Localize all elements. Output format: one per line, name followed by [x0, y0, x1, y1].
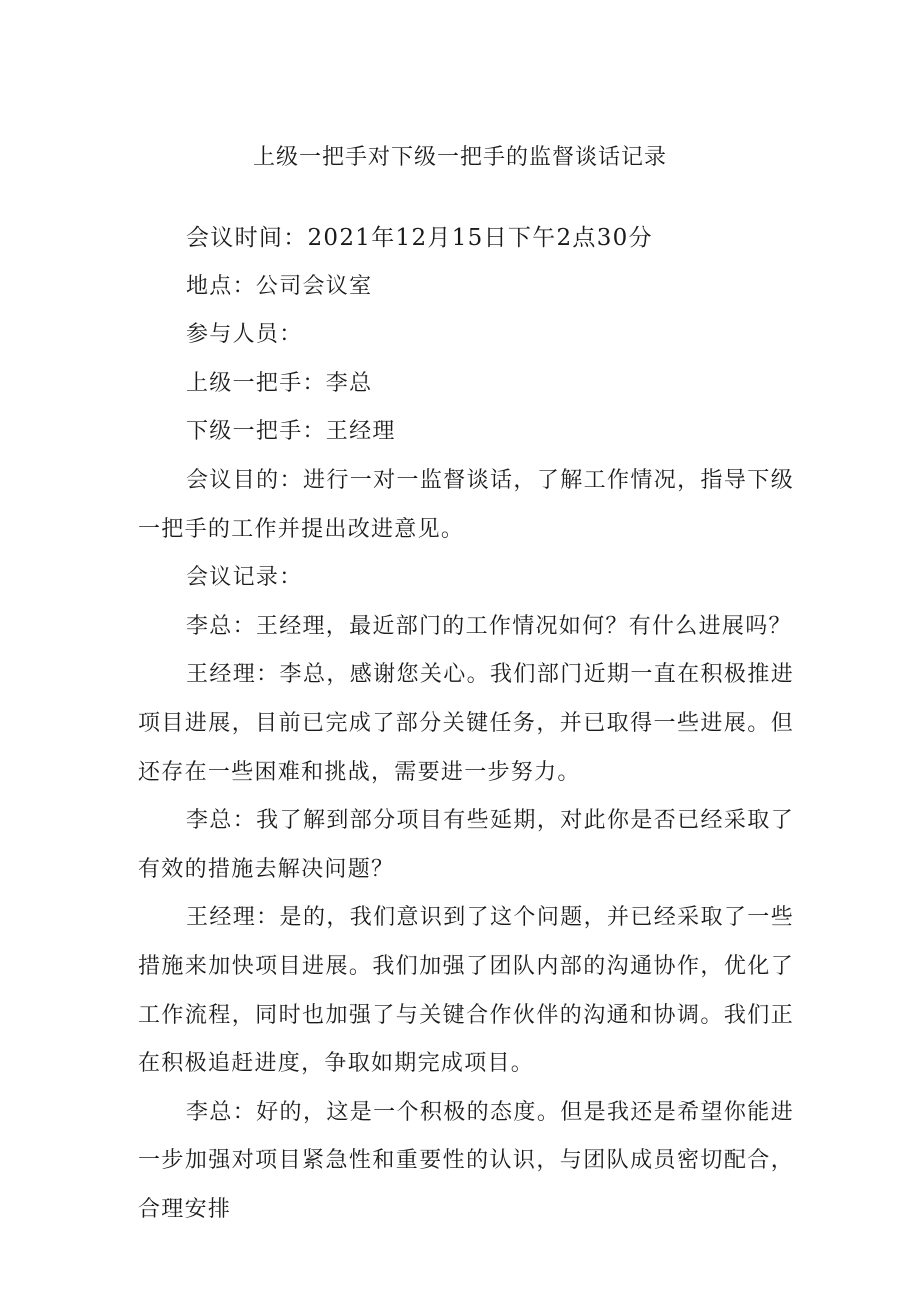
meeting-location: 地点：公司会议室 [186, 273, 373, 299]
participant-superior: 上级一把手：李总 [186, 370, 373, 396]
dialogue-paragraph: 李总：好的，这是一个积极的态度。但是我还是希望你能进一步加强对项目紧急性和重要性的认识，与团队成员密切配合，合理安排 [138, 1099, 794, 1222]
dialogue-paragraph: 李总：我了解到部分项目有些延期，对此你是否已经采取了有效的措施去解决问题？ [138, 808, 794, 882]
document-body [138, 214, 794, 1234]
meeting-time: 会议时间：2021年12月15日下午2点30分 [186, 225, 653, 251]
dialogue-paragraph: 王经理：是的，我们意识到了这个问题，并已经采取了一些措施来加快项目进展。我们加强了团队内部的沟通协作，优化了工作流程，同时也加强了与关键合作伙伴的沟通和协调。我们正在积极追赶进度，争取如期完成项目。 [138, 905, 794, 1077]
participant-subordinate: 下级一把手：王经理 [186, 419, 396, 445]
minutes-heading: 会议记录： [186, 565, 303, 591]
document-title: 上级一把手对下级一把手的监督谈话记录 [252, 145, 667, 170]
meeting-purpose: 会议目的：进行一对一监督谈话，了解工作情况，指导下级一把手的工作并提出改进意见。 [138, 467, 794, 542]
dialogue-paragraph: 王经理：李总，感谢您关心。我们部门近期一直在积极推进项目进展，目前已完成了部分关键任务，并已取得一些进展。但还存在一些困难和挑战，需要进一步努力。 [138, 662, 794, 785]
dialogue-paragraph: 李总：王经理，最近部门的工作情况如何？有什么进展吗？ [186, 613, 792, 639]
participants-heading: 参与人员： [186, 322, 303, 348]
